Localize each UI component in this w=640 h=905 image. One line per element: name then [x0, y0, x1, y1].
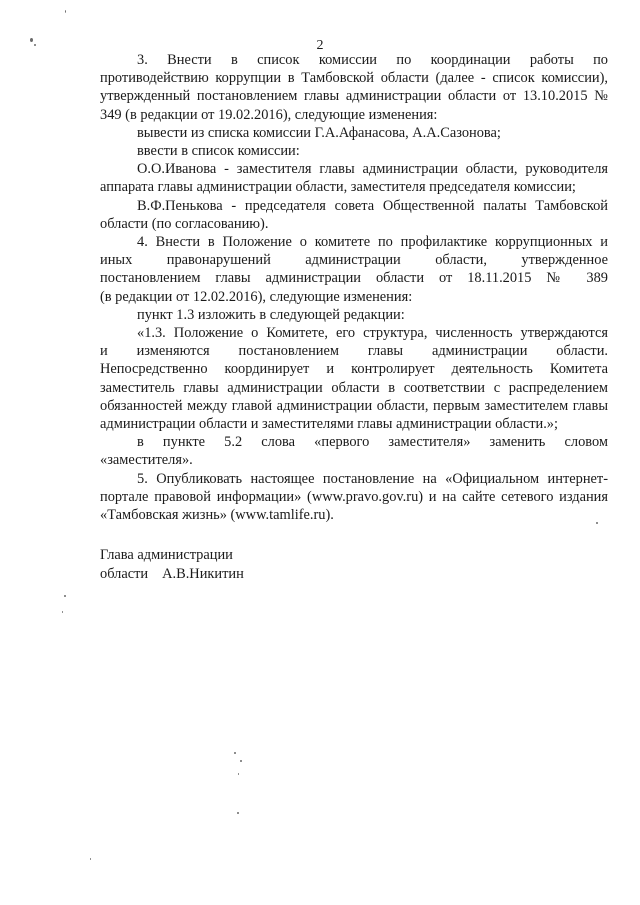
paragraph-5 — [100, 470, 608, 525]
paragraph-4-line-2: иных правонарушений администрации области, утвержденное — [100, 252, 608, 269]
paragraph-4-quote-line-1: «1.3. Положение о Комитете, его структура, численность утверждаются — [137, 325, 608, 342]
paragraph-4-point-1-3-intro: пункт 1.3 изложить в следующей редакции: — [137, 306, 405, 323]
paragraph-4-point-5-2-line-2: «заместителя». — [100, 452, 193, 469]
paragraph-4-quote-body: Непосредственно координирует и контролирует деятельность Комитета заместитель главы администрации области в соответствии с распределением обязанностей между главой администрации области, первым заместителем главы администрации области и заместителями главы администрации области.»; — [100, 361, 608, 433]
paragraph-4-line-4: (в редакции от 12.02.2016), следующие изменения: — [100, 288, 413, 305]
paragraph-3-add-members: ввести в список комиссии: — [137, 143, 300, 160]
scan-speck — [90, 858, 91, 860]
scan-speck — [65, 10, 66, 13]
paragraph-3-remove-members: вывести из списка комиссии Г.А.Афанасова, А.А.Сазонова; — [137, 124, 501, 141]
scan-speck — [34, 44, 36, 46]
signature-name: А.В.Никитин — [162, 566, 244, 582]
scan-speck — [237, 812, 239, 814]
paragraph-4 — [100, 233, 608, 470]
page-number: 2 — [316, 38, 324, 53]
paragraph-4-quote-line-2: и изменяются постановлением главы администрации области. — [100, 343, 608, 360]
signature-title-line-2: области — [100, 566, 149, 582]
scan-speck — [30, 38, 33, 42]
scan-speck — [62, 611, 63, 613]
paragraph-3-penkov: В.Ф.Пенькова - председателя совета Общественной палаты Тамбовской области (по согласованию). — [100, 197, 608, 232]
document-body — [100, 51, 608, 524]
scan-speck — [596, 522, 598, 524]
paragraph-3-first-line: 3. Внести в список комиссии по координации работы по — [137, 52, 608, 68]
paragraph-3 — [100, 51, 608, 233]
signature-block — [100, 546, 360, 584]
paragraph-3-ivanov: О.О.Иванова - заместителя главы администрации области, руководителя аппарата главы администрации области, заместителя председателя комиссии; — [100, 161, 608, 196]
scan-speck — [234, 752, 236, 754]
scan-speck — [240, 760, 242, 762]
paragraph-4-line-3: постановлением главы администрации области от 18.11.2015 № 389 — [100, 270, 608, 287]
paragraph-3-body: противодействию коррупции в Тамбовской области (далее - список комиссии), утвержденный постановлением главы администрации области от 13.10.2015 № 349 (в редакции от 19.02.2016), следующие изменения: — [100, 70, 608, 123]
paragraph-4-point-5-2-line-1: в пункте 5.2 слова «первого заместителя» заменить словом — [137, 434, 608, 451]
paragraph-4-line-1: 4. Внести в Положение о комитете по профилактике коррупционных и — [137, 234, 608, 251]
scan-speck — [64, 595, 66, 597]
scan-speck — [238, 773, 239, 775]
signature-title-line-2-row — [100, 565, 360, 584]
signature-title-line-1: Глава администрации — [100, 547, 233, 563]
paragraph-5-text: 5. Опубликовать настоящее постановление на «Официальном интернет-портале правовой информации» (www.pravo.gov.ru) и на сайте сетевого издания «Тамбовская жизнь» (www.tamlife.ru). — [100, 470, 608, 524]
